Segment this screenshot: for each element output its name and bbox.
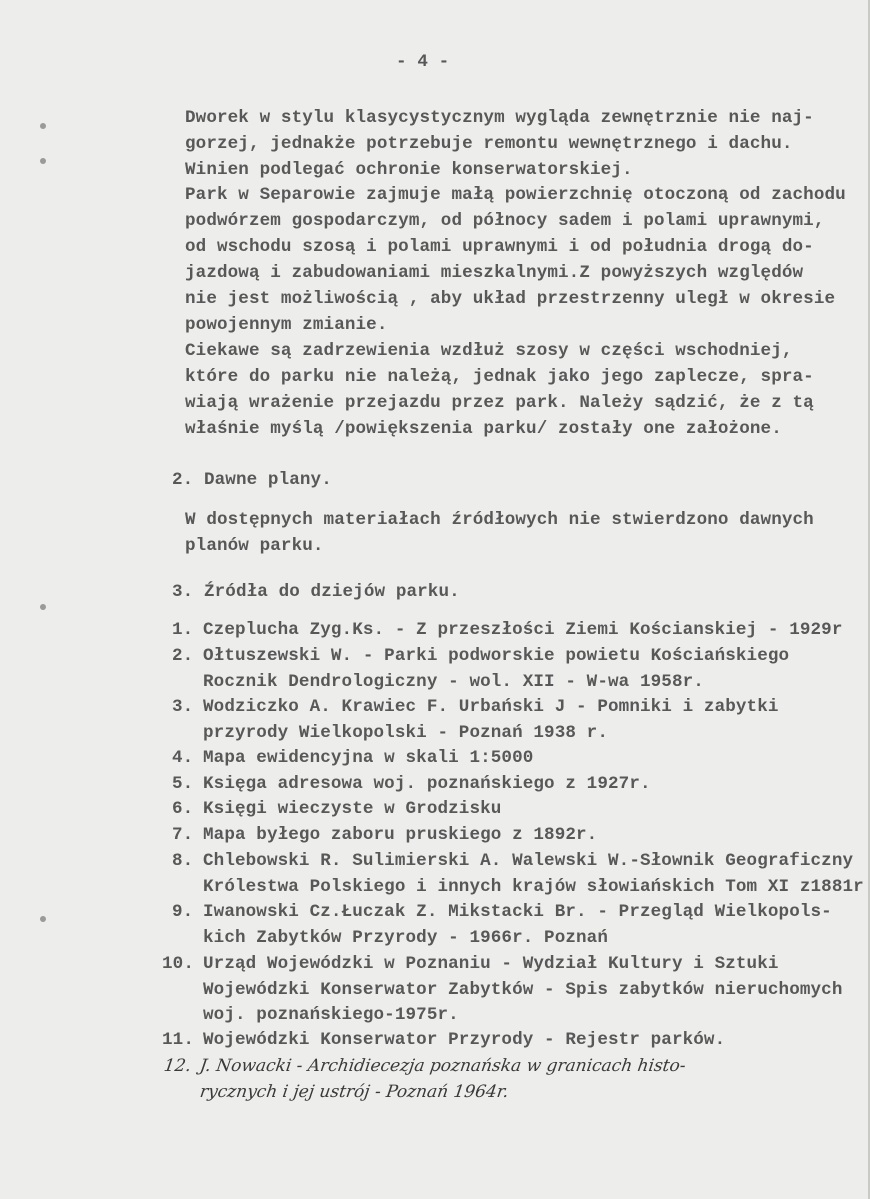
item-number: 2. (172, 646, 194, 666)
text-line: Winien podlegać ochronie konserwatorskiej. (185, 160, 633, 180)
source-item: Rocznik Dendrologiczny - wol. XII - W-wa 1958r. (203, 672, 704, 692)
text-line: które do parku nie należą, jednak jako jego zaplecze, spra- (185, 367, 814, 387)
source-item: Mapa ewidencyjna w skali 1:5000 (203, 748, 534, 768)
text-line: jazdową i zabudowaniami mieszkalnymi.Z powyższych względów (185, 263, 804, 283)
text-line: powojennym zmianie. (185, 315, 388, 335)
source-item: Wodziczko A. Krawiec F. Urbański J - Pomniki i zabytki (203, 697, 779, 717)
text-line: wiają wrażenie przejazdu przez park. Należy sądzić, że z tą (185, 393, 814, 413)
source-item: Mapa byłego zaboru pruskiego z 1892r. (203, 825, 598, 845)
source-item: Ołtuszewski W. - Parki podworskie powietu Kościańskiego (203, 646, 790, 666)
text-line: Park w Separowie zajmuje małą powierzchnię otoczoną od zachodu (185, 185, 846, 205)
text-line: nie jest możliwością , aby układ przestrzenny uległ w okresie (185, 289, 836, 309)
item-number: 7. (172, 825, 194, 845)
item-number: 4. (172, 748, 194, 768)
item-number: 11. (162, 1030, 194, 1050)
source-item: Chlebowski R. Sulimierski A. Walewski W.-Słownik Geograficzny (203, 851, 854, 871)
punch-mark (40, 123, 46, 129)
punch-mark (40, 916, 46, 922)
section-heading: 3. Źródła do dziejów parku. (172, 582, 460, 602)
source-item: Wojewódzki Konserwator Zabytków - Spis zabytków nieruchomych (203, 980, 843, 1000)
item-number: 5. (172, 774, 194, 794)
punch-mark (40, 604, 46, 610)
punch-mark (40, 158, 46, 164)
text-line: W dostępnych materiałach źródłowych nie stwierdzono dawnych (185, 510, 814, 530)
source-item: Iwanowski Cz.Łuczak Z. Mikstacki Br. - Przegląd Wielkopols- (203, 902, 832, 922)
handwritten-item-number: 12. (162, 1056, 193, 1076)
text-line: podwórzem gospodarczym, od północy sadem i polami uprawnymi, (185, 211, 825, 231)
source-item: Urząd Wojewódzki w Poznaniu - Wydział Kultury i Sztuki (203, 954, 779, 974)
text-line: gorzej, jednakże potrzebuje remontu wewnętrznego i dachu. (185, 134, 793, 154)
source-item: woj. poznańskiego-1975r. (203, 1005, 459, 1025)
handwritten-source-item: J. Nowacki - Archidiecezja poznańska w granicach histo- (198, 1056, 687, 1076)
text-line: Dworek w stylu klasycystycznym wygląda zewnętrznie nie naj- (185, 108, 814, 128)
source-item: przyrody Wielkopolski - Poznań 1938 r. (203, 723, 609, 743)
text-line: Ciekawe są zadrzewienia wzdłuż szosy w części wschodniej, (185, 341, 793, 361)
page-number: - 4 - (396, 52, 450, 72)
item-number: 1. (172, 620, 194, 640)
source-item: Czeplucha Zyg.Ks. - Z przeszłości Ziemi Kościanskiej - 1929r (203, 620, 843, 640)
item-number: 10. (162, 954, 194, 974)
text-line: planów parku. (185, 536, 324, 556)
source-item: Księga adresowa woj. poznańskiego z 1927r. (203, 774, 651, 794)
source-item: Księgi wieczyste w Grodzisku (203, 799, 502, 819)
source-item: kich Zabytków Przyrody - 1966r. Poznań (203, 928, 609, 948)
item-number: 8. (172, 851, 194, 871)
text-line: właśnie myślą /powiększenia parku/ zostały one założone. (185, 419, 782, 439)
section-heading: 2. Dawne plany. (172, 470, 332, 490)
item-number: 9. (172, 902, 194, 922)
text-line: od wschodu szosą i polami uprawnymi i od południa drogą do- (185, 237, 814, 257)
item-number: 6. (172, 799, 194, 819)
source-item: Królestwa Polskiego i innych krajów słowiańskich Tom XI z1881r (203, 877, 864, 897)
item-number: 3. (172, 697, 194, 717)
source-item: Wojewódzki Konserwator Przyrody - Rejestr parków. (203, 1030, 726, 1050)
handwritten-source-item: rycznych i jej ustrój - Poznań 1964r. (198, 1082, 510, 1102)
